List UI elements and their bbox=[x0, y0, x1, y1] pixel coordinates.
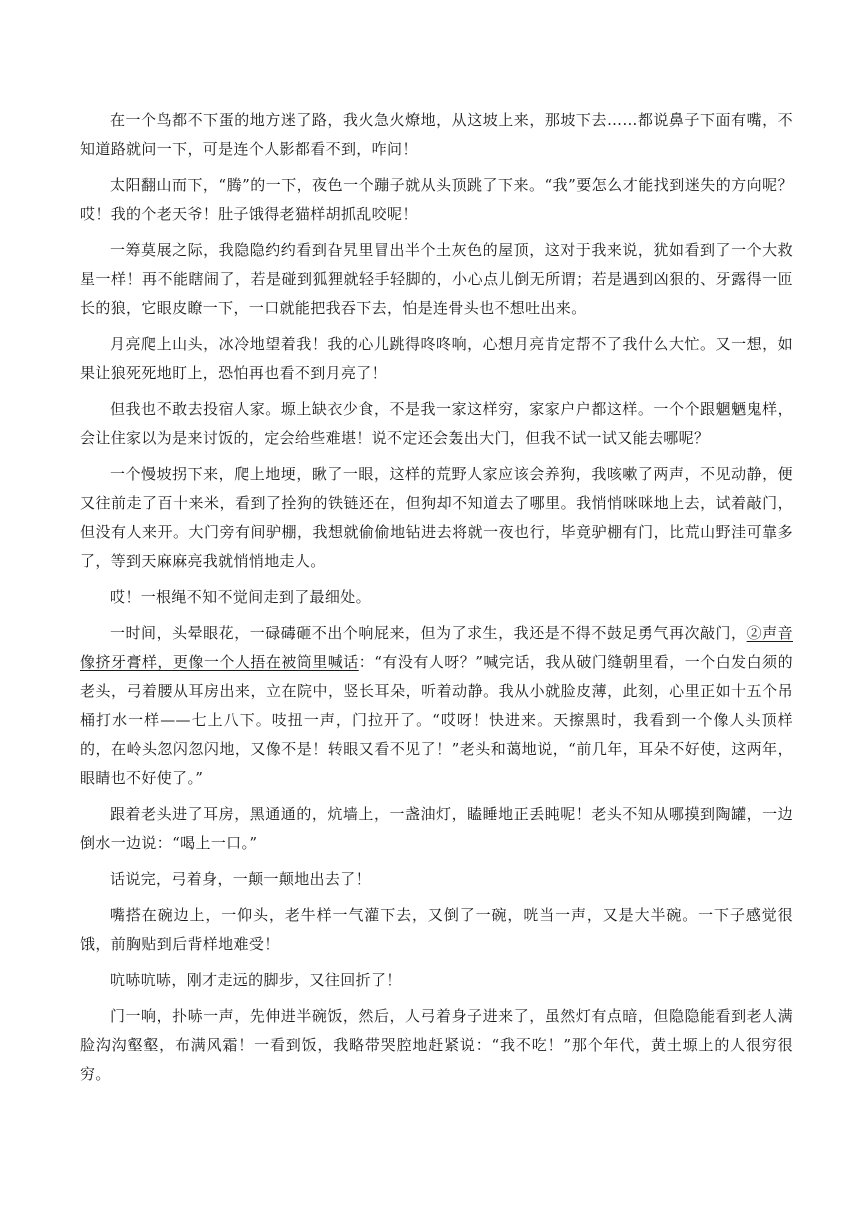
article-body bbox=[80, 106, 793, 1096]
paragraph-3: 一筹莫展之际，我隐隐约约看到旮旯里冒出半个土灰色的屋顶，这对于我来说，犹如看到了一个大救星一样！再不能瞎闹了，若是碰到狐狸就轻手轻脚的，小心点儿倒无所谓；若是遇到凶狠的、牙露得一匝长的狼，它眼皮瞭一下，一口就能把我吞下去，怕是连骨头也不想吐出来。 bbox=[80, 241, 793, 317]
paragraph-8-before: 一时间，头晕眼花，一碌碡砸不出个响屁来，但为了求生，我还是不得不鼓足勇气再次敲门， bbox=[110, 624, 747, 642]
paragraph-7: 哎！一根绳不知不觉间走到了最细处。 bbox=[110, 588, 371, 606]
underlined-sentence-2: ②声音像挤牙膏样，更像一个人捂在被筒里喊话 bbox=[80, 624, 793, 671]
paragraph-13: 门一响，扑哧一声，先伸进半碗饭，然后，人弓着身子进来了，虽然灯有点暗，但隐隐能看到老人满脸沟沟壑壑，布满风霜！一看到饭，我略带哭腔地赶紧说：“我不吃！”那个年代，黄土塬上的人很穷很穷。 bbox=[80, 1007, 793, 1083]
paragraph-4: 月亮爬上山头，冰冷地望着我！我的心儿跳得咚咚响，心想月亮肯定帮不了我什么大忙。又一想，如果让狼死死地盯上，恐怕再也看不到月亮了！ bbox=[80, 335, 793, 382]
paragraph-5: 但我也不敢去投宿人家。塬上缺衣少食，不是我一家这样穷，家家户户都这样。一个个跟魍魉鬼样，会让住家以为是来讨饭的，定会给些难堪！说不定还会轰出大门，但我不试一试又能去哪呢？ bbox=[80, 400, 793, 447]
paragraph-10: 话说完，弓着身，一颠一颠地出去了！ bbox=[110, 870, 371, 888]
paragraph-11: 嘴搭在碗边上，一仰头，老牛样一气灌下去，又倒了一碗，咣当一声，又是大半碗。一下子感觉很饿，前胸贴到后背样地难受！ bbox=[80, 906, 793, 953]
paragraph-12: 吭哧吭哧，刚才走远的脚步，又往回折了！ bbox=[110, 971, 402, 989]
paragraph-8 bbox=[80, 619, 793, 793]
paragraph-6: 一个慢坡拐下来，爬上地埂，瞅了一眼，这样的荒野人家应该会养狗，我咳嗽了两声，不见动静，便又往前走了百十来米，看到了拴狗的铁链还在，但狗却不知道去了哪里。我悄悄咪咪地上去，试着敲门，但没有人来开。大门旁有间驴棚，我想就偷偷地钻进去将就一夜也行，毕竟驴棚有门，比荒山野洼可靠多了，等到天麻麻亮我就悄悄地走人。 bbox=[80, 465, 793, 570]
paragraph-1: 在一个鸟都不下蛋的地方迷了路，我火急火燎地，从这坡上来，那坡下去……都说鼻子下面有嘴，不知道路就问一下，可是连个人影都看不到，咋问！ bbox=[80, 111, 793, 158]
paragraph-2: 太阳翻山而下，“腾”的一下，夜色一个蹦子就从头顶跳了下来。“我”要怎么才能找到迷失的方向呢？哎！我的个老天爷！肚子饿得老猫样胡抓乱咬呢！ bbox=[80, 176, 793, 223]
paragraph-9: 跟着老头进了耳房，黑通通的，炕墙上，一盏油灯，瞌睡地正丢盹呢！老头不知从哪摸到陶罐，一边倒水一边说：“喝上一口。” bbox=[80, 805, 793, 852]
paragraph-8-after: ：“有没有人呀？”喊完话，我从破门缝朝里看，一个白发白须的老头，弓着腰从耳房出来，立在院中，竖长耳朵，听着动静。我从小就脸皮薄，此刻，心里正如十五个吊桶打水一样——七上八下。吱扭一声，门拉开了。“哎呀！快进来。天擦黑时，我看到一个像人头顶样的，在岭头忽闪忽闪地，又像不是！转眼又看不见了！”老头和蔼地说，“前几年，耳朵不好使，这两年，眼睛也不好使了。” bbox=[80, 653, 793, 787]
